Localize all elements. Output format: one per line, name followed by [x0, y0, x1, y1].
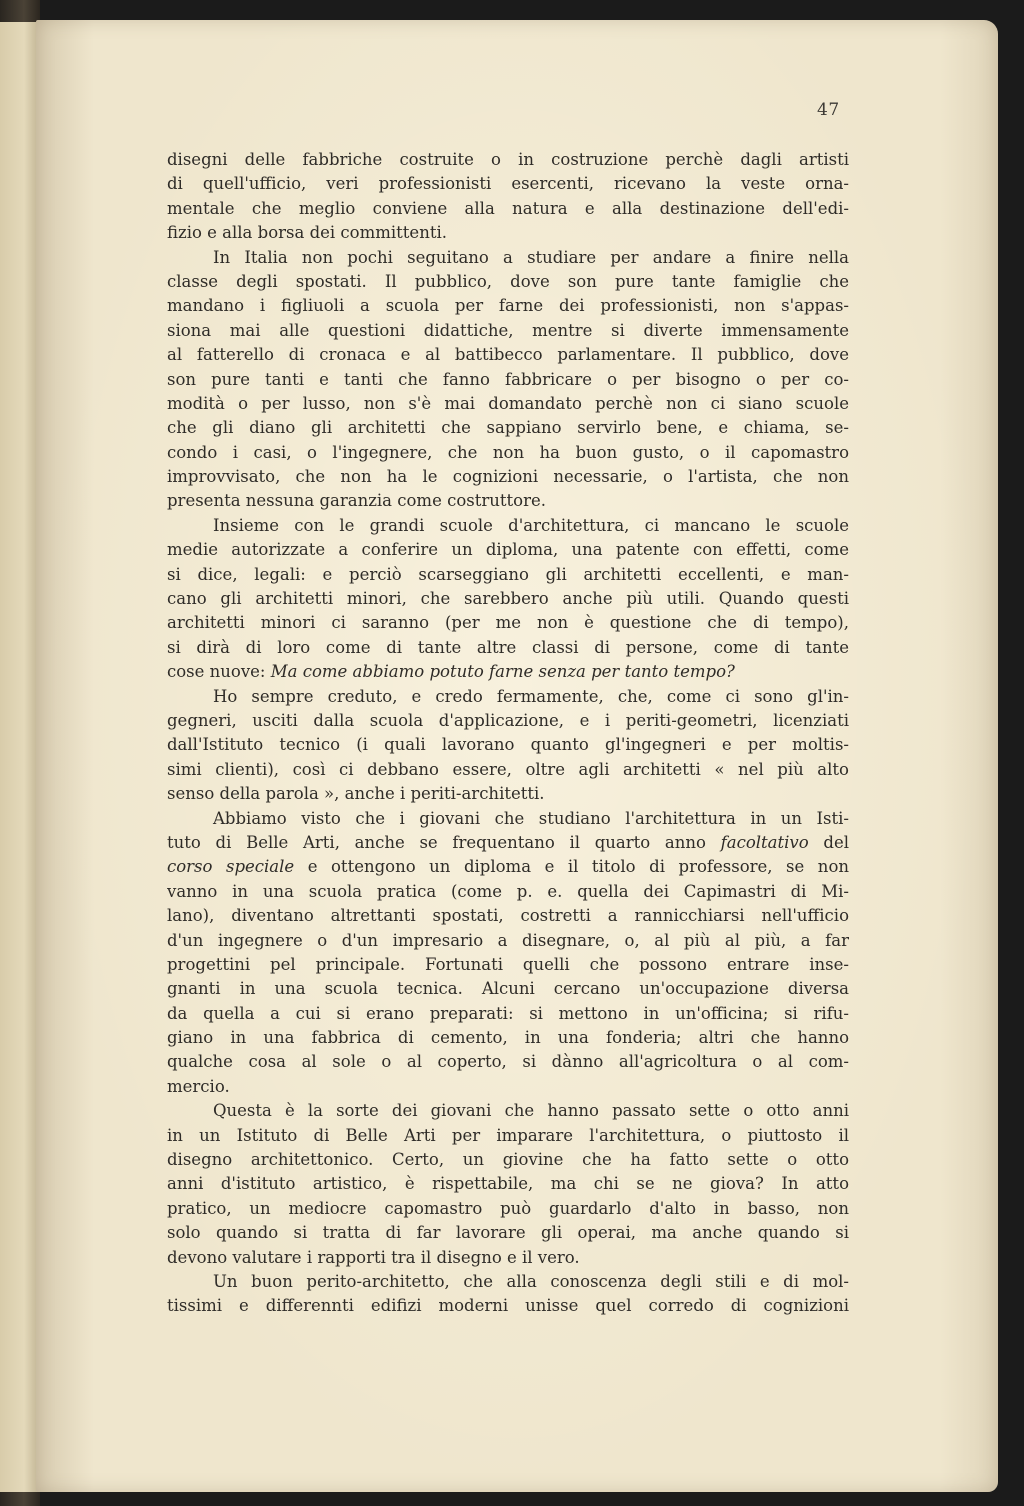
- text-line: disegno architettonico. Certo, un giovine che ha fatto sette o otto: [167, 1150, 849, 1170]
- text-line-prefix: tuto di Belle Arti, anche se frequentano il quarto anno: [167, 832, 721, 852]
- text-line: architetti minori ci saranno (per me non è questione che di tempo),: [167, 613, 849, 633]
- text-line: da quella a cui si erano preparati: si mettono in un'officina; si rifu-: [167, 1003, 849, 1023]
- text-line-with-italic-term: [167, 831, 849, 855]
- text-line: medie autorizzate a conferire un diploma, una patente con effetti, come: [167, 540, 849, 560]
- text-line-prefix: cose nuove:: [167, 662, 271, 682]
- text-line: gnanti in una scuola tecnica. Alcuni cercano un'occupazione diversa: [167, 979, 849, 999]
- text-line: disegni delle fabbriche costruite o in costruzione perchè dagli artisti: [167, 150, 849, 169]
- text-line: siona mai alle questioni didattiche, mentre si diverte immensamente: [167, 320, 849, 340]
- text-line-suffix: del: [808, 832, 849, 852]
- paragraph-start-line: Un buon perito-architetto, che alla conoscenza degli stili e di mol-: [213, 1271, 849, 1291]
- paragraph-start-line: Ho sempre creduto, e credo fermamente, che, come ci sono gl'in-: [213, 686, 849, 706]
- text-line: d'un ingegnere o d'un impresario a disegnare, o, al più al più, a far: [167, 930, 849, 950]
- text-line: mandano i figliuoli a scuola per farne dei professionisti, non s'appas-: [167, 296, 849, 316]
- text-line: simi clienti), così ci debbano essere, oltre agli architetti « nel più alto: [167, 759, 849, 779]
- text-line: devono valutare i rapporti tra il disegno e il vero.: [167, 1247, 580, 1267]
- paragraph-start-line: Insieme con le grandi scuole d'architettura, ci mancano le scuole: [213, 515, 849, 535]
- text-line: mentale che meglio conviene alla natura e alla destinazione dell'edi-: [167, 198, 849, 218]
- text-line: qualche cosa al sole o al coperto, si dànno all'agricoltura o al com-: [167, 1052, 849, 1072]
- text-line: improvvisato, che non ha le cognizioni necessarie, o l'artista, che non: [167, 467, 849, 487]
- text-line: lano), diventano altrettanti spostati, costretti a rannicchiarsi nell'ufficio: [167, 906, 849, 926]
- text-line: gegneri, usciti dalla scuola d'applicazione, e i periti-geometri, licenziati: [167, 710, 849, 730]
- text-line: vanno in una scuola pratica (come p. e. quella dei Capimastri di Mi-: [167, 881, 849, 901]
- italic-quote: Ma come abbiamo potuto farne senza per tanto tempo?: [270, 662, 735, 682]
- text-line: fizio e alla borsa dei committenti.: [167, 223, 447, 243]
- text-line-with-italic-term: [167, 855, 849, 879]
- text-line: dall'Istituto tecnico (i quali lavorano quanto gl'ingegneri e per moltis-: [167, 735, 849, 755]
- italic-term-facoltativo: facoltativo: [720, 832, 809, 852]
- text-line: al fatterello di cronaca e al battibecco parlamentare. Il pubblico, dove: [167, 345, 849, 365]
- text-line: in un Istituto di Belle Arti per imparare l'architettura, o piuttosto il: [167, 1125, 849, 1145]
- page-number: 47: [817, 100, 840, 120]
- text-line: si dirà di loro come di tante altre classi di persone, come di tante: [167, 637, 849, 657]
- text-line: pratico, un mediocre capomastro può guardarlo d'alto in basso, non: [167, 1198, 849, 1218]
- text-line-suffix: e ottengono un diploma e il titolo di professore, se non: [294, 857, 849, 877]
- text-line-with-italic-quote: [167, 660, 849, 684]
- text-line: anni d'istituto artistico, è rispettabile, ma chi se ne giova? In atto: [167, 1174, 849, 1194]
- text-line: giano in una fabbrica di cemento, in una fonderia; altri che hanno: [167, 1028, 849, 1048]
- text-line: modità o per lusso, non s'è mai domandato perchè non ci siano scuole: [167, 393, 849, 413]
- text-line: senso della parola », anche i periti-architetti.: [167, 784, 545, 804]
- text-line: si dice, legali: e perciò scarseggiano gli architetti eccellenti, e man-: [167, 564, 849, 584]
- text-line: cano gli architetti minori, che sarebbero anche più utili. Quando questi: [167, 589, 849, 609]
- text-line: progettini pel principale. Fortunati quelli che possono entrare inse-: [167, 954, 849, 974]
- text-line: classe degli spostati. Il pubblico, dove son pure tante famiglie che: [167, 271, 849, 291]
- text-line: condo i casi, o l'ingegnere, che non ha buon gusto, o il capomastro: [167, 442, 849, 462]
- paragraph-start-line: In Italia non pochi seguitano a studiare per andare a finire nella: [213, 247, 849, 267]
- text-line: tissimi e differennti edifizi moderni unisse quel corredo di cognizioni: [167, 1296, 849, 1316]
- paragraph-start-line: Abbiamo visto che i giovani che studiano l'architettura in un Isti-: [213, 808, 849, 828]
- text-line: che gli diano gli architetti che sappiano servirlo bene, e chiama, se-: [167, 418, 849, 438]
- text-line: presenta nessuna garanzia come costruttore.: [167, 491, 546, 511]
- text-line: di quell'ufficio, veri professionisti esercenti, ricevano la veste orna-: [167, 174, 849, 194]
- text-line: mercio.: [167, 1076, 230, 1096]
- text-line: solo quando si tratta di far lavorare gli operai, ma anche quando si: [167, 1223, 849, 1243]
- paragraph-start-line: Questa è la sorte dei giovani che hanno passato sette o otto anni: [213, 1101, 849, 1121]
- page-body-text: [167, 148, 849, 1319]
- text-line: son pure tanti e tanti che fanno fabbricare o per bisogno o per co-: [167, 369, 849, 389]
- italic-term-corso-speciale: corso speciale: [167, 857, 295, 877]
